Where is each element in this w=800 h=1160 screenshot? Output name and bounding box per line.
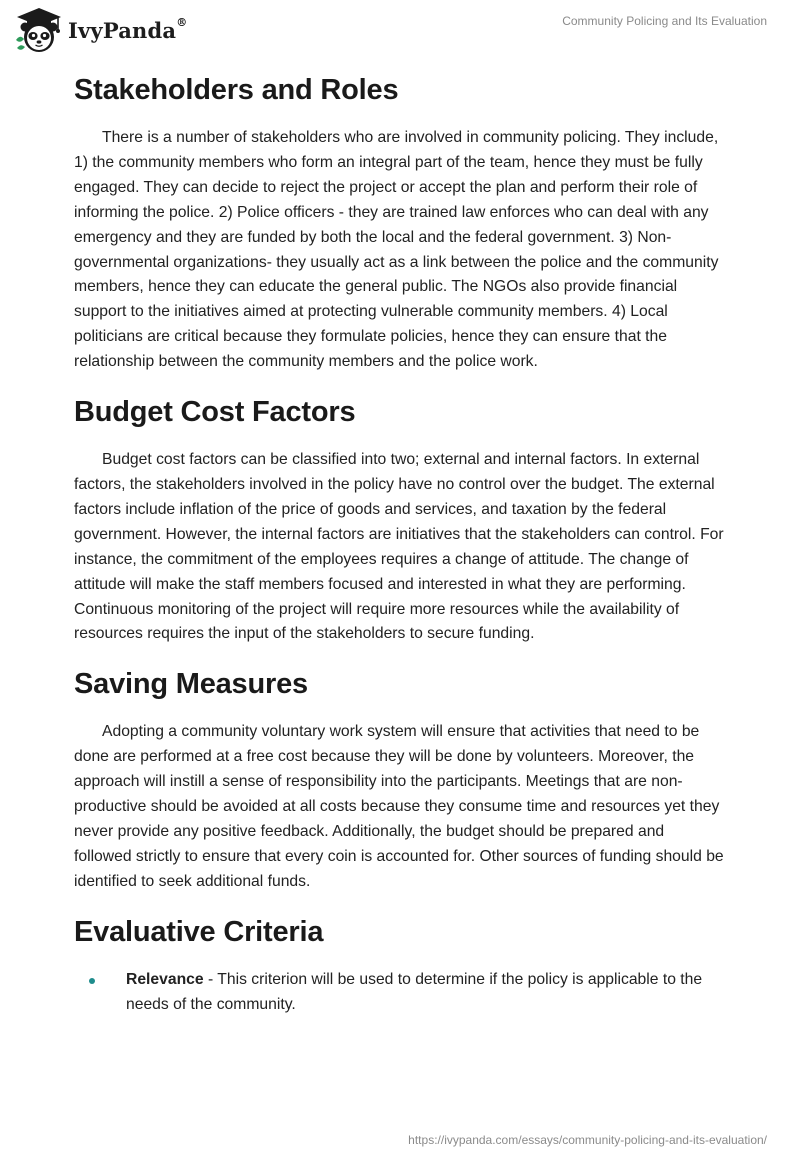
page-header: [0, 0, 800, 60]
section-evaluative-criteria: [74, 912, 726, 1018]
section-paragraph: There is a number of stakeholders who are involved in community policing. They include, 1) the community members who form an integral part of the team, hence they must be fully engaged. They can decide to reject the project or accept the plan and perform their role of informing the police. 2) Police officers - they are trained law enforces who can deal with any emergency and they are funded by both the local and the federal government. 3) Non-governmental organizations- they usually act as a link between the police and the community members, hence they can educate the general public. The NGOs also provide financial support to the initiatives aimed at protecting vulnerable community members. 4) Local politicians are critical because they formulate policies, hence they can ensure that the relationship between the community members and the police work.: [74, 129, 719, 371]
ivypanda-logo[interactable]: [14, 6, 187, 54]
criterion-text: - This criterion will be used to determine if the policy is applicable to the needs of the community.: [126, 970, 703, 1013]
section-budget-cost-factors: [74, 392, 726, 647]
panda-graduate-icon: [14, 6, 64, 54]
section-paragraph: Budget cost factors can be classified into two; external and internal factors. In external factors, the stakeholders involved in the policy have no control over the budget. The external factors include inflation of the price of goods and services, and taxation by the federal government. However, the internal factors are initiatives that the stakeholders can control. For instance, the commitment of the employees requires a change of attitude. The change of attitude will make the staff members focused and interested in what they are performing. Continuous monitoring of the project will require more resources while the availability of resources requires the input of the stakeholders to secure funding.: [74, 451, 724, 643]
criteria-list: [74, 968, 726, 1018]
source-url[interactable]: https://ivypanda.com/essays/community-policing-and-its-evaluation/: [408, 1133, 767, 1147]
list-item: [74, 968, 726, 1018]
section-paragraph: Adopting a community voluntary work system will ensure that activities that need to be done are performed at a free cost because they will be done by volunteers. Moreover, the approach will instill a sense of responsibility into the participants. Meetings that are non-productive should be avoided at all costs because they consume time and resources yet they never provide any positive feedback. Additionally, the budget should be prepared and followed strictly to ensure that every coin is accounted for. Other sources of funding should be identified to seek additional funds.: [74, 723, 724, 890]
bullet-icon: [89, 978, 95, 984]
document-title: Community Policing and Its Evaluation: [562, 14, 767, 28]
section-heading: Budget Cost Factors: [74, 396, 356, 429]
section-heading: Saving Measures: [74, 668, 308, 701]
section-heading: Stakeholders and Roles: [74, 74, 399, 106]
essay-content: [74, 70, 726, 1017]
section-stakeholders: [74, 70, 726, 375]
criterion-term: Relevance: [126, 970, 204, 988]
logo-wordmark: IvyPanda®: [68, 15, 188, 43]
section-heading: Evaluative Criteria: [74, 915, 324, 948]
section-saving-measures: [74, 664, 726, 894]
